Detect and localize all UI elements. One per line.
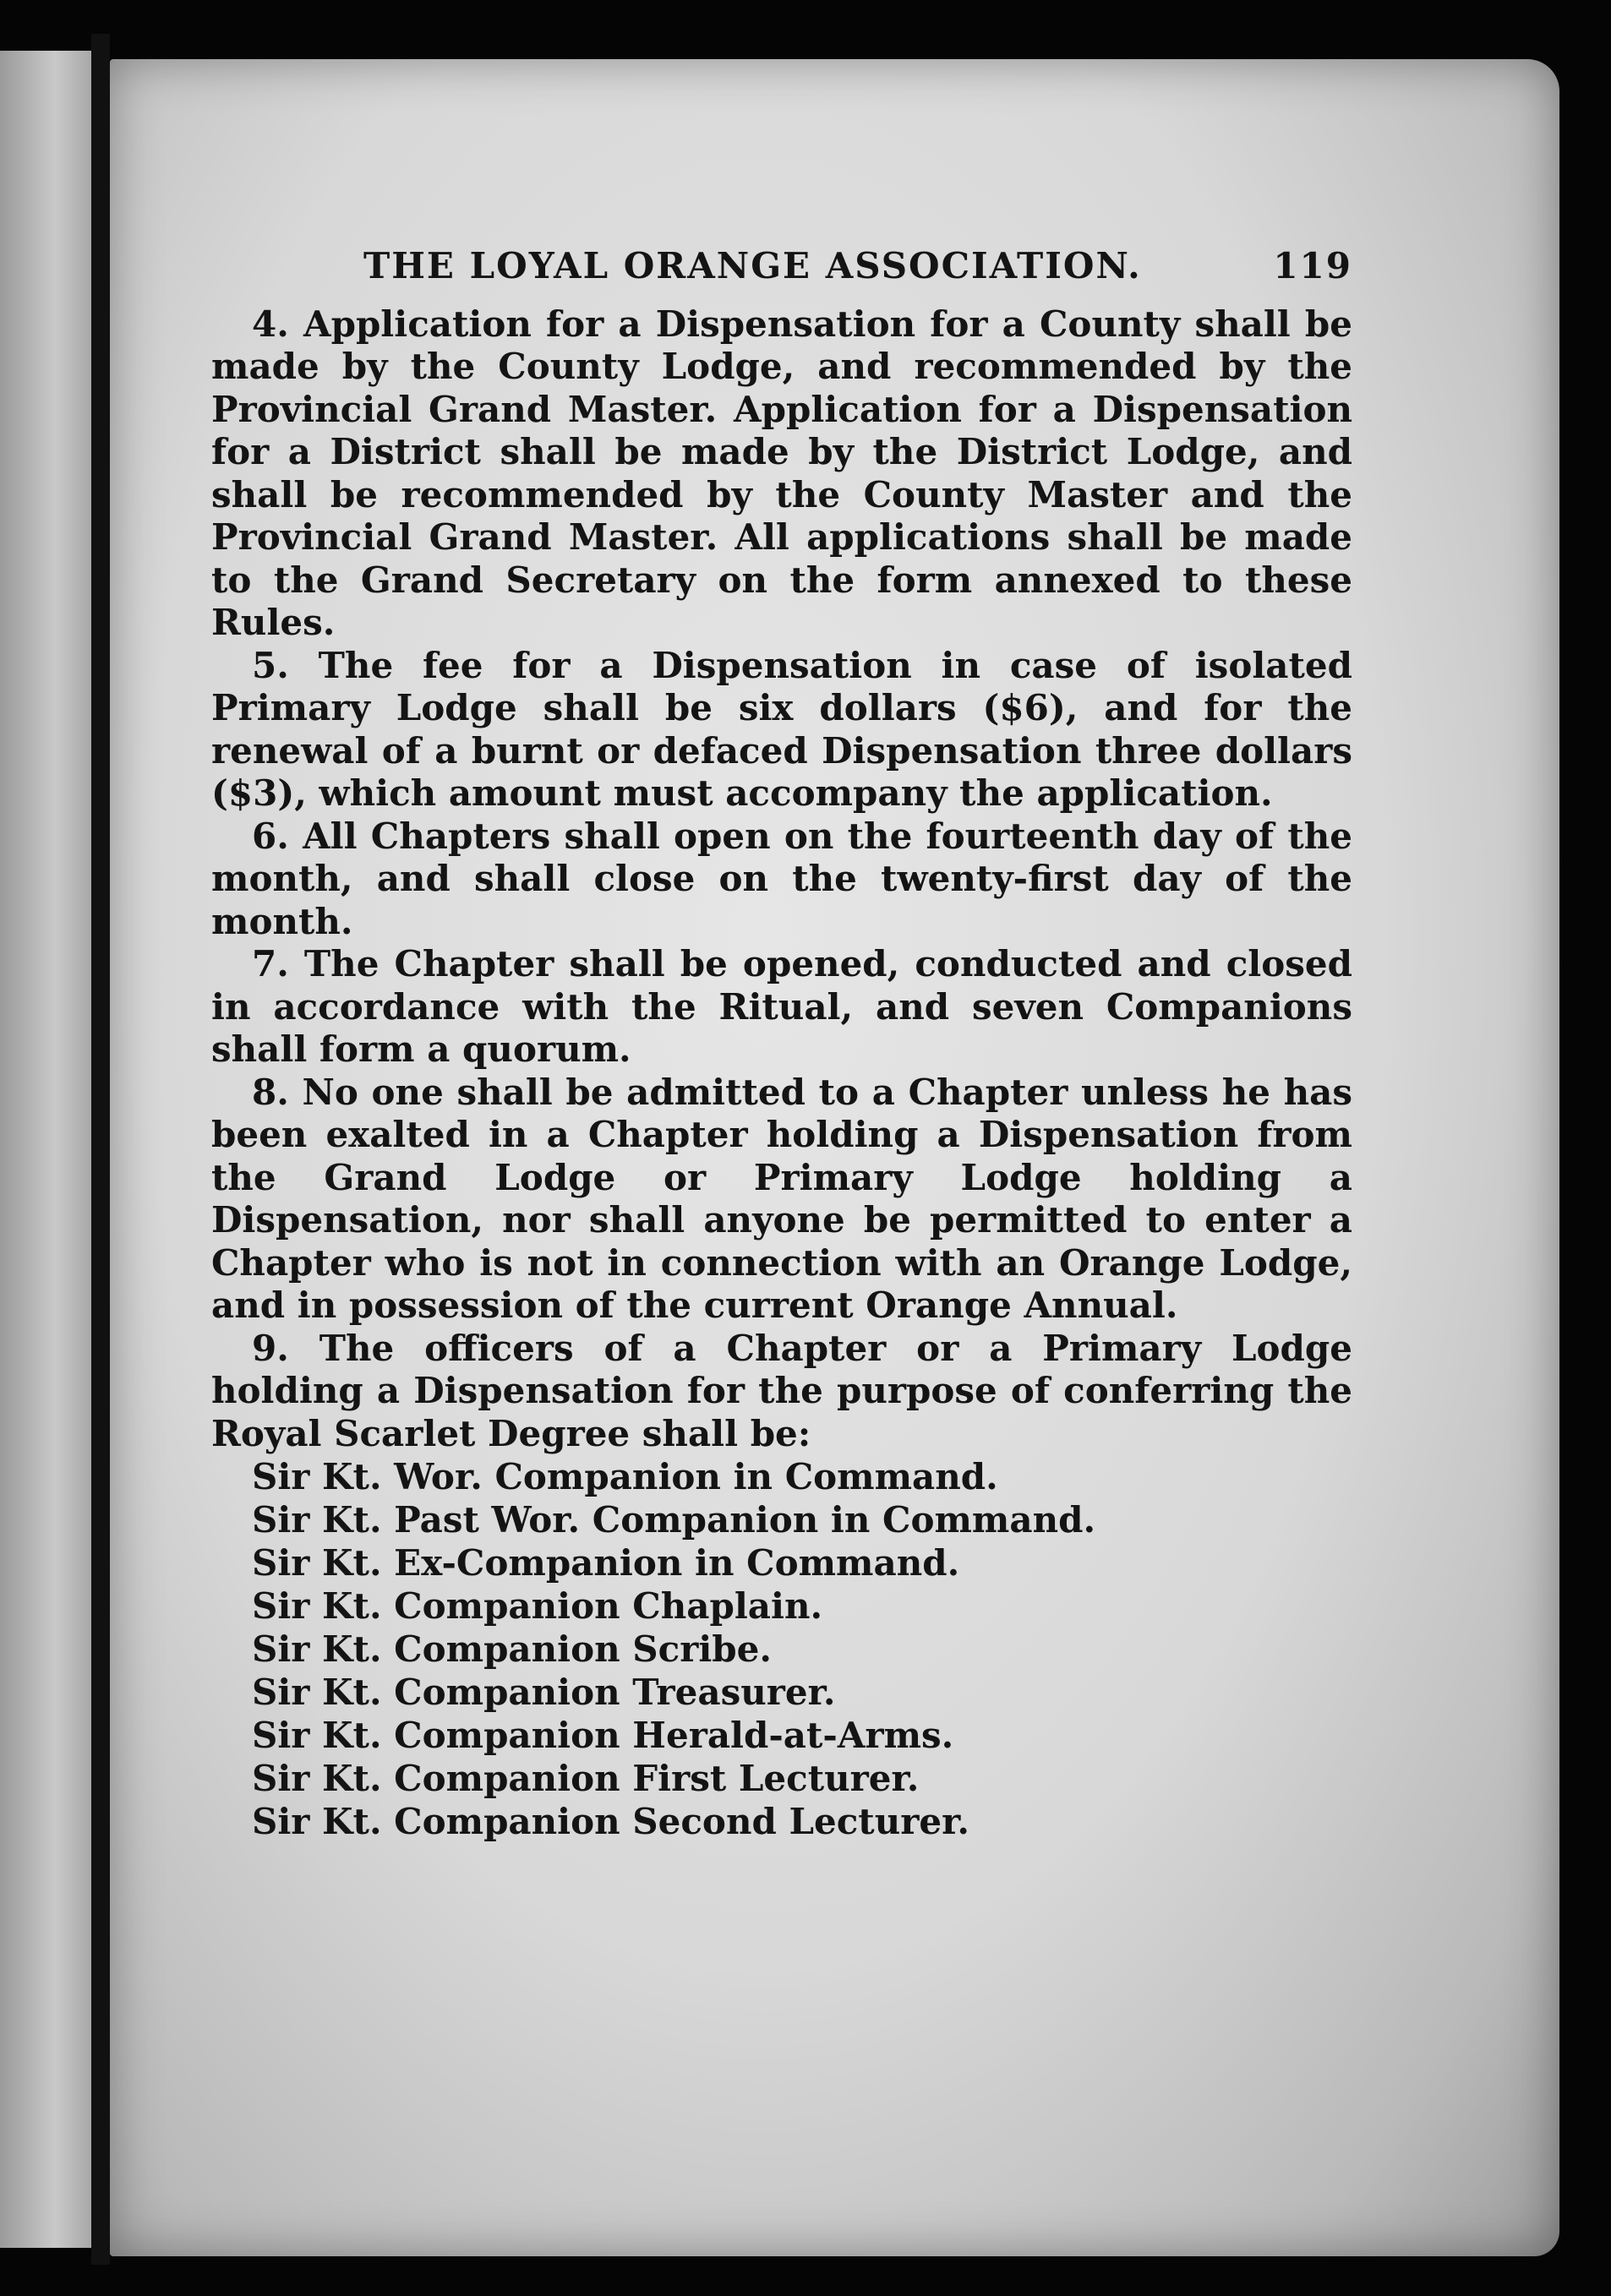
rule-4: 4. Application for a Dispensation for a County shall be made by the County Lodge, and recommended by the Provincial Grand Master. Application for a Dispensation for a District shall be made by the District Lodge, and shall be recommended by the County Master and the Provincial Grand Master. All applications shall be made to the Grand Secretary on the form annexed to these Rules. [211,303,1352,643]
rule-5: 5. The fee for a Dispensation in case of isolated Primary Lodge shall be six dollars ($6), and for the renewal of a burnt or defaced Dispensation three dollars ($3), which amount must accompany the application. [211,644,1352,814]
left-page-edge [0,51,91,2248]
page-text [211,245,1352,1843]
rule-8: 8. No one shall be admitted to a Chapter unless he has been exalted in a Chapter holding a Dispensation from the Grand Lodge or Primary Lodge holding a Dispensation, nor shall anyone be permitted to enter a Chapter who is not in connection with an Orange Lodge, and in possession of the current Orange Annual. [211,1071,1352,1326]
page-number: 119 [1273,245,1352,286]
officer-list [211,1455,1352,1843]
officer-item: Sir Kt. Companion Scribe. [252,1628,773,1670]
running-title: THE LOYAL ORANGE ASSOCIATION. [363,245,1142,286]
rule-6: 6. All Chapters shall open on the fourteenth day of the month, and shall close on the twenty-first day of the month. [211,815,1352,942]
officer-item: Sir Kt. Companion First Lecturer. [252,1758,920,1799]
rule-9: 9. The officers of a Chapter or a Primary Lodge holding a Dispensation for the purpose of conferring the Royal Scarlet Degree shall be: [211,1327,1352,1454]
rule-7: 7. The Chapter shall be opened, conducted and closed in accordance with the Ritual, and seven Companions shall form a quorum. [211,943,1352,1070]
officer-item: Sir Kt. Companion Second Lecturer. [252,1801,969,1842]
running-header [363,245,1352,288]
officer-item: Sir Kt. Companion Treasurer. [252,1672,836,1713]
officer-item: Sir Kt. Ex-Companion in Command. [252,1542,960,1584]
officer-item: Sir Kt. Past Wor. Companion in Command. [252,1499,1096,1541]
officer-item: Sir Kt. Companion Herald-at-Arms. [252,1715,954,1756]
officer-item: Sir Kt. Companion Chaplain. [252,1585,823,1627]
officer-item: Sir Kt. Wor. Companion in Command. [252,1456,998,1497]
book-gutter [91,34,110,2265]
